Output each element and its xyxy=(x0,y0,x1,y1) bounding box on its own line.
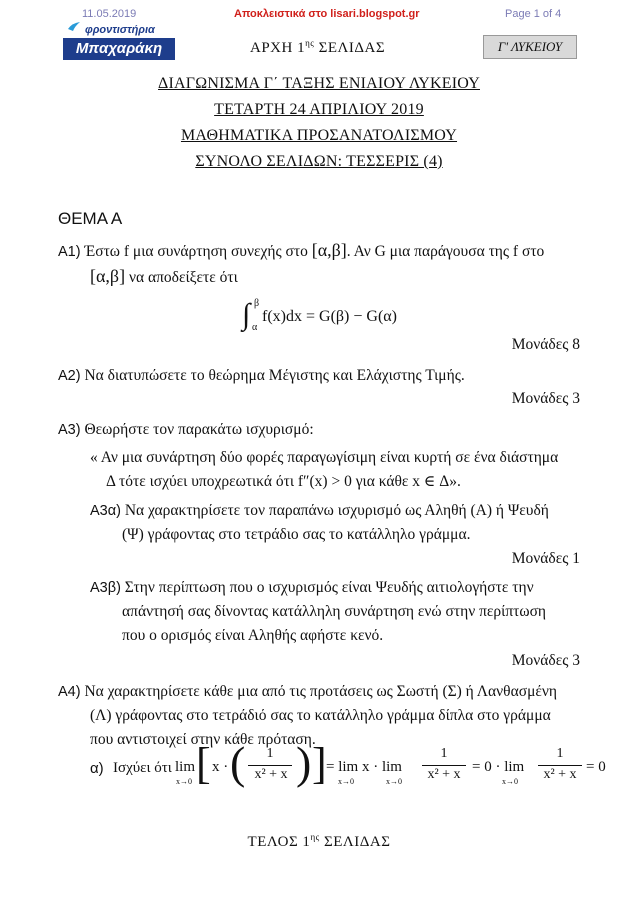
question-a4 xyxy=(58,680,557,704)
a1-line2: να αποδείξετε ότι xyxy=(128,269,238,286)
frac1-bar xyxy=(248,765,292,766)
bracket-close: ] xyxy=(312,739,327,788)
question-label: Α3α) xyxy=(90,503,121,519)
print-date: 11.05.2019 xyxy=(82,8,137,20)
a3a-text2: (Ψ) γράφοντας στο τετράδιο σας το κατάλληλο γράμμα. xyxy=(122,526,471,543)
footer-sup: ης xyxy=(310,832,320,842)
eq-part-2: = 0 · lim xyxy=(472,759,525,775)
exam-pages: ΣΥΝΟΛΟ ΣΕΛΙΔΩΝ: ΤΕΣΣΕΡΙΣ (4) xyxy=(195,153,443,170)
a4-item-a xyxy=(90,730,606,790)
a3-claim-line1: « Αν μια συνάρτηση δύο φορές παραγωγίσιμη είναι κυρτή σε ένα διάστημα xyxy=(90,449,559,466)
frac3-num: 1 xyxy=(556,746,564,761)
frac2-den: x² + x xyxy=(427,767,461,782)
page-footer xyxy=(0,832,638,851)
header-sup: ης xyxy=(305,38,315,48)
frac2-num: 1 xyxy=(440,746,448,761)
integral-lower: α xyxy=(252,322,258,333)
a1-marks: Μονάδες 8 xyxy=(511,336,580,353)
paren-open: ( xyxy=(230,737,246,788)
item-text: Ισχύει ότι xyxy=(113,760,172,776)
source-link[interactable]: Αποκλειστικά στο lisari.blogspot.gr xyxy=(234,8,420,20)
lim-3-sub: x→0 xyxy=(386,777,402,786)
a3b-text2: απάντησή σας δίνοντας κατάλληλη συνάρτηση ενώ στην περίπτωση xyxy=(122,603,547,620)
a3b-text3: που ο ορισμός είναι Αληθής αφήστε κενό. xyxy=(122,627,384,644)
a4-text1: Να χαρακτηρίσετε κάθε μια από τις προτάσεις ως Σωστή (Σ) ή Λανθασμένη xyxy=(84,683,558,700)
question-label: Α3) xyxy=(58,422,81,438)
a1-second-line xyxy=(90,264,238,290)
page-header xyxy=(250,38,385,57)
question-label: Α3β) xyxy=(90,580,121,596)
question-a3a xyxy=(90,499,549,523)
eq-part-1: = lim x · lim xyxy=(326,759,402,775)
question-label: Α4) xyxy=(58,684,81,700)
header-main: ΑΡΧΗ 1 xyxy=(250,40,306,56)
eq-part-3: = 0 xyxy=(586,759,606,775)
paren-close: ) xyxy=(296,737,312,788)
a3-claim-line2: Δ τότε ισχύει υποχρεωτικά ότι f″(x) > 0 για κάθε x ∈ Δ». xyxy=(106,473,461,490)
bracket-open: [ xyxy=(196,739,211,788)
a4-text3: που αντιστοιχεί στην κάθε πρόταση. xyxy=(90,731,316,748)
class-badge: Γ' ΛΥΚΕΙΟΥ xyxy=(483,35,577,59)
footer-main: ΤΕΛΟΣ 1 xyxy=(247,834,311,850)
question-a3 xyxy=(58,418,314,442)
item-label: α) xyxy=(90,760,104,777)
exam-date: ΤΕΤΑΡΤΗ 24 ΑΠΡΙΛΙΟΥ 2019 xyxy=(214,101,424,118)
question-a1 xyxy=(58,238,580,264)
a3b-text1: Στην περίπτωση που ο ισχυρισμός είναι Ψευδής αιτιολογήστε την xyxy=(124,579,534,596)
exam-title: ΔΙΑΓΩΝΙΣΜΑ Γ΄ ΤΑΞΗΣ ΕΝΙΑΙΟΥ ΛΥΚΕΙΟΥ xyxy=(158,75,480,92)
a3a-text1: Να χαρακτηρίσετε τον παραπάνω ισχυρισμό ως Αληθή (Α) ή Ψευδή xyxy=(124,502,549,519)
question-label: Α2) xyxy=(58,368,81,384)
lim-1-sub: x→0 xyxy=(176,777,192,786)
frac1-den: x² + x xyxy=(254,767,288,782)
a3a-marks: Μονάδες 1 xyxy=(511,550,580,567)
a2-marks: Μονάδες 3 xyxy=(511,390,580,407)
integral-upper: β xyxy=(254,298,260,309)
logo-top-text: φροντιστήρια xyxy=(85,24,155,36)
header-tail: ΣΕΛΙΔΑΣ xyxy=(318,40,386,56)
a1-interval-2: [α,β] xyxy=(90,266,126,286)
a1-line1a: Έστω f μια συνάρτηση συνεχής στο xyxy=(84,243,308,260)
question-label: Α1) xyxy=(58,244,81,260)
integral-body: f(x)dx = G(β) − G(α) xyxy=(262,308,397,325)
footer-tail: ΣΕΛΙΔΑΣ xyxy=(323,834,391,850)
frac1-num: 1 xyxy=(266,746,274,761)
a1-interval: [α,β] xyxy=(311,240,347,260)
brand-logo xyxy=(63,24,175,60)
frac3-bar xyxy=(538,765,582,766)
bird-icon xyxy=(67,20,81,34)
question-a3b xyxy=(90,576,580,600)
top-bar xyxy=(0,8,638,24)
lim-4-sub: x→0 xyxy=(502,777,518,786)
x-dot: x · xyxy=(212,759,229,775)
frac2-bar xyxy=(422,765,466,766)
lim-1: lim xyxy=(175,759,196,775)
a1-formula xyxy=(242,298,402,338)
a3-intro: Θεωρήστε τον παρακάτω ισχυρισμό: xyxy=(84,421,314,438)
logo-name: Μπαχαράκη xyxy=(63,38,175,60)
frac3-den: x² + x xyxy=(543,767,577,782)
integral-sign: ∫ xyxy=(242,298,251,331)
a3b-marks: Μονάδες 3 xyxy=(511,652,580,669)
lim-2-sub: x→0 xyxy=(338,777,354,786)
a4-text2: (Λ) γράφοντας στο τετράδιό σας το κατάλληλο γράμμα δίπλα στο γράμμα xyxy=(90,707,551,724)
section-heading: ΘΕΜΑ Α xyxy=(58,209,123,228)
a1-line1b: . Αν G μια παράγουσα της f στο xyxy=(346,243,545,260)
a2-text: Να διατυπώσετε το θεώρημα Μέγιστης και Ελάχιστης Τιμής. xyxy=(84,367,465,384)
exam-subject: ΜΑΘΗΜΑΤΙΚΑ ΠΡΟΣΑΝΑΤΟΛΙΣΜΟΥ xyxy=(180,127,458,144)
question-a2 xyxy=(58,364,465,388)
page-indicator: Page 1 of 4 xyxy=(505,8,562,20)
